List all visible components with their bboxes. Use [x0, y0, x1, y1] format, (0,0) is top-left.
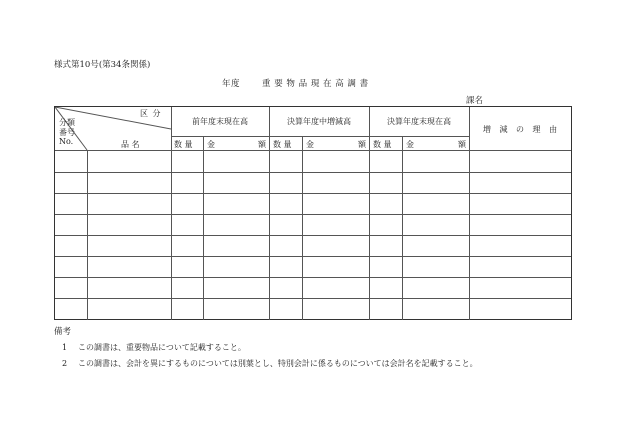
note-number: 1 [62, 343, 68, 352]
note-text: この調書は、重要物品について記載すること。 [78, 343, 246, 352]
sub-quantity-3: 数 量 [373, 140, 392, 149]
column-divider [203, 136, 204, 320]
note-number: 2 [62, 359, 68, 368]
row-divider [55, 172, 571, 173]
row-divider [55, 277, 571, 278]
corner-category-label: 区 分 [140, 109, 162, 118]
sub-quantity-2: 数 量 [273, 140, 292, 149]
section-name-label: 課名 [466, 96, 484, 106]
group-change-during-year: 決算年度中増減高 [287, 117, 351, 126]
title-year-prefix: 年度 [222, 79, 241, 89]
row-divider [55, 256, 571, 257]
inventory-table [54, 106, 572, 320]
corner-class-no-label: 分類 番号 No. [59, 118, 75, 146]
sub-amount-kin-1: 金 [207, 140, 215, 149]
sub-amount-gaku-3: 額 [458, 140, 466, 149]
note-item [62, 342, 246, 353]
corner-item-name-label: 品 名 [121, 140, 140, 149]
sub-amount-gaku-2: 額 [358, 140, 366, 149]
group-prev-year-end: 前年度末現在高 [192, 117, 248, 126]
column-divider [402, 136, 403, 320]
row-divider [55, 298, 571, 299]
row-divider [55, 235, 571, 236]
sub-amount-gaku-1: 額 [258, 140, 266, 149]
title-text: 重 要 物 品 現 在 高 調 書 [262, 79, 369, 89]
row-divider [55, 193, 571, 194]
sub-amount-kin-3: 金 [406, 140, 414, 149]
document-title [222, 77, 369, 89]
group-year-end: 決算年度末現在高 [387, 117, 451, 126]
form-number-label: 様式第10号(第34条関係) [54, 60, 151, 70]
reason-header: 増 減 の 理 由 [482, 125, 558, 134]
note-text: この調書は、会計を異にするものについては別葉とし、特別会計に係るものについては会計名を記載すること。 [78, 359, 478, 368]
header-divider [171, 136, 469, 137]
row-divider [55, 214, 571, 215]
note-item [62, 358, 478, 369]
sub-quantity-1: 数 量 [174, 140, 193, 149]
sub-amount-kin-2: 金 [306, 140, 314, 149]
notes-heading: 備考 [54, 327, 72, 337]
column-divider [302, 136, 303, 320]
